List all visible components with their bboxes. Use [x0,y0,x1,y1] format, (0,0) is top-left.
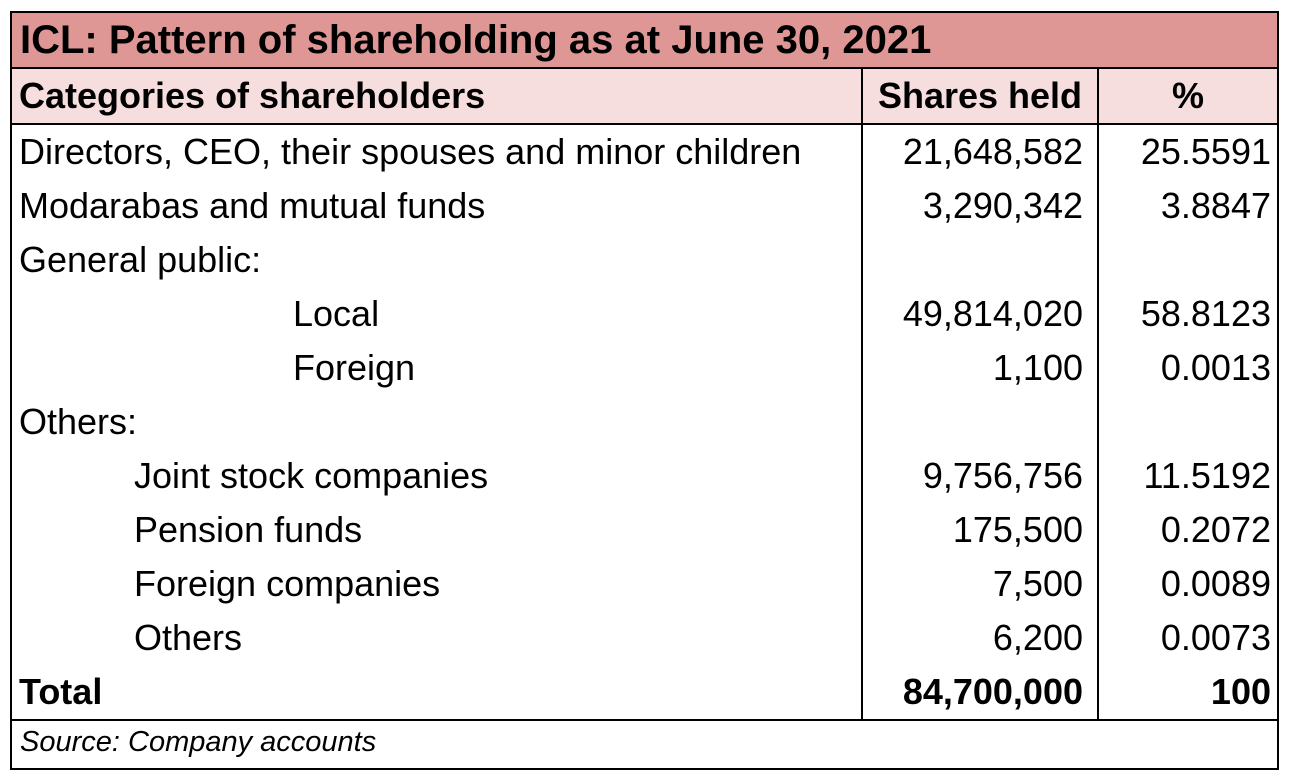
row-percent: 58.8123 [1098,287,1277,341]
row-shares-held: 175,500 [862,503,1098,557]
shareholding-table-frame [10,11,1279,770]
row-percent: 25.5591 [1098,124,1277,179]
total-shares: 84,700,000 [862,665,1098,720]
row-category: Modarabas and mutual funds [19,185,486,226]
source-note: Source: Company accounts [20,726,377,758]
row-percent [1098,233,1277,287]
row-shares-held [862,395,1098,449]
table-row [12,233,1277,287]
row-shares-held: 3,290,342 [862,179,1098,233]
row-percent: 0.0089 [1098,557,1277,611]
shareholding-table [12,69,1277,721]
row-category: Foreign companies [134,563,441,604]
row-category: Foreign [293,347,416,388]
row-percent [1098,395,1277,449]
row-category: Others: [19,401,138,442]
table-row [12,287,1277,341]
header-row [12,69,1277,124]
row-category: Directors, CEO, their spouses and minor children [19,131,802,172]
table-row [12,449,1277,503]
table-row [12,124,1277,179]
table-row [12,503,1277,557]
row-shares-held: 7,500 [862,557,1098,611]
row-category: Local [293,293,380,334]
row-shares-held: 21,648,582 [862,124,1098,179]
table-body [12,124,1277,720]
row-percent: 11.5192 [1098,449,1277,503]
table-row [12,341,1277,395]
row-shares-held: 9,756,756 [862,449,1098,503]
row-percent: 0.0013 [1098,341,1277,395]
row-shares-held: 6,200 [862,611,1098,665]
table-row [12,395,1277,449]
row-category: General public: [19,239,262,280]
table-row [12,179,1277,233]
total-row [12,665,1277,720]
row-percent: 3.8847 [1098,179,1277,233]
row-shares-held: 49,814,020 [862,287,1098,341]
table-row [12,611,1277,665]
total-label: Total [12,665,862,720]
table-title: ICL: Pattern of shareholding as at June 30, 2021 [12,13,1277,69]
column-header-percent: % [1098,69,1277,124]
row-percent: 0.0073 [1098,611,1277,665]
row-percent: 0.2072 [1098,503,1277,557]
column-header-category: Categories of shareholders [12,69,862,124]
row-category: Joint stock companies [134,455,489,496]
row-category: Others [134,617,243,658]
column-header-shares: Shares held [862,69,1098,124]
row-category: Pension funds [134,509,363,550]
row-shares-held: 1,100 [862,341,1098,395]
row-shares-held [862,233,1098,287]
total-percent: 100 [1098,665,1277,720]
table-row [12,557,1277,611]
